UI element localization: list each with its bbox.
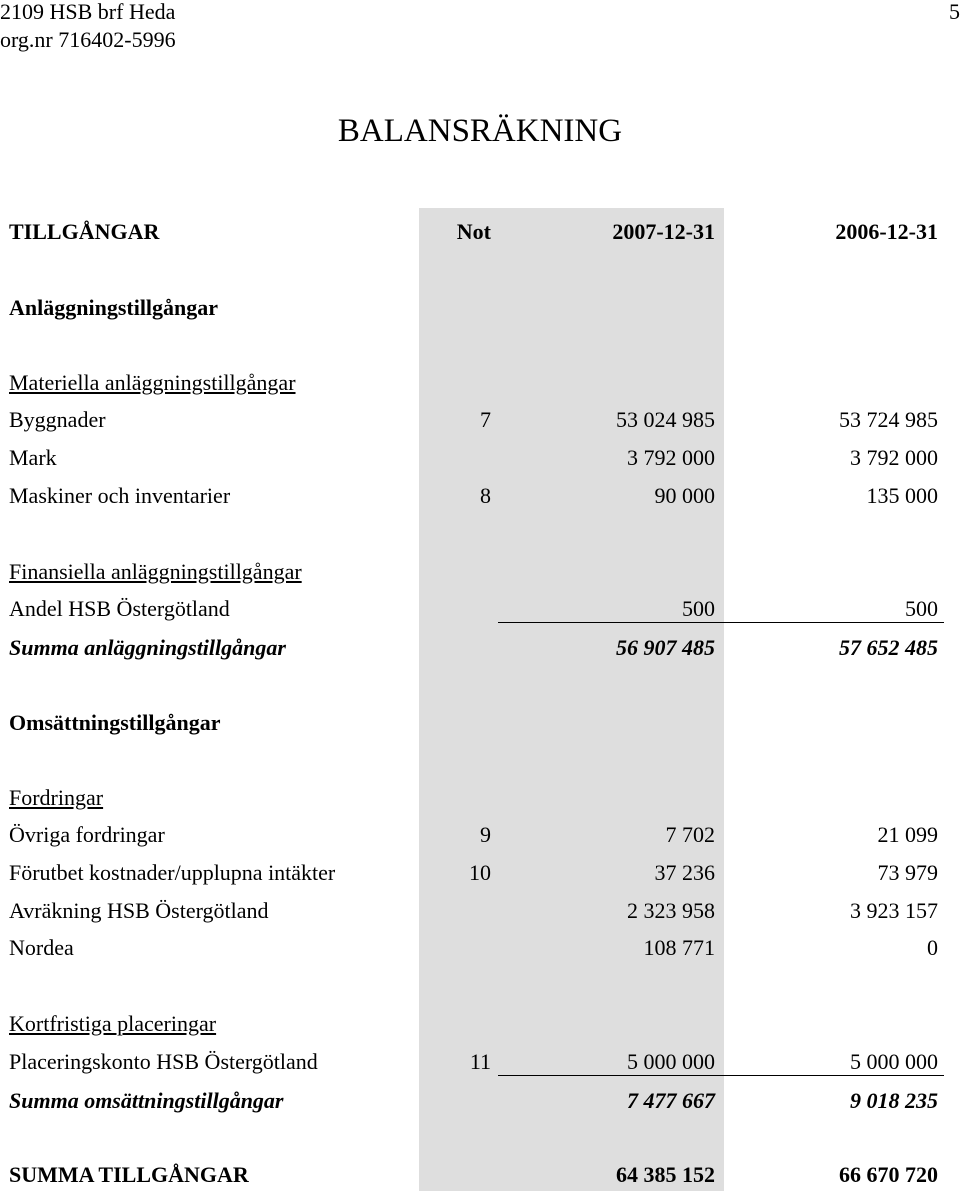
row-label: Avräkning HSB Östergötland (9, 898, 269, 923)
grand-total-row (0, 1160, 960, 1190)
subtotal-rule (498, 1075, 944, 1076)
subgroup-heading: Materiella anläggningstillgångar (9, 370, 296, 395)
note-column-shading (419, 208, 724, 1191)
grand-total-label: SUMMA TILLGÅNGAR (9, 1162, 249, 1187)
year-2007-header: 2007-12-31 (612, 219, 715, 244)
table-row (0, 405, 960, 435)
table-row (0, 481, 960, 511)
row-note: 7 (480, 407, 491, 432)
row-label: Placeringskonto HSB Östergötland (9, 1049, 318, 1074)
subtotal-value-2007: 7 477 667 (627, 1088, 715, 1113)
row-note: 11 (469, 1049, 491, 1074)
row-value-2006: 3 923 157 (850, 898, 938, 923)
subgroup-heading-row (0, 368, 960, 398)
table-row (0, 933, 960, 963)
page-title: BALANSRÄKNING (337, 113, 623, 149)
row-value-2006: 5 000 000 (850, 1049, 938, 1074)
subgroup-heading-row (0, 1009, 960, 1039)
row-value-2006: 21 099 (877, 822, 938, 847)
subtotal-row (0, 633, 960, 663)
section-heading-tillgangar: TILLGÅNGAR (9, 219, 160, 244)
subtotal-value-2006: 57 652 485 (839, 635, 938, 660)
subgroup-heading-row (0, 783, 960, 813)
row-value-2006: 73 979 (877, 860, 938, 885)
table-row (0, 594, 960, 624)
org-number: org.nr 716402-5996 (0, 27, 176, 52)
row-value-2007: 2 323 958 (627, 898, 715, 923)
subtotal-value-2007: 56 907 485 (616, 635, 715, 660)
group-heading-row (0, 293, 960, 323)
subtotal-rule (498, 622, 944, 623)
company-name: 2109 HSB brf Heda (0, 0, 176, 24)
table-row (0, 1047, 960, 1077)
subgroup-heading: Fordringar (9, 785, 104, 810)
row-value-2006: 0 (927, 935, 938, 960)
subgroup-heading: Finansiella anläggningstillgångar (9, 559, 302, 584)
column-header-row (0, 217, 960, 247)
table-row (0, 858, 960, 888)
row-label: Maskiner och inventarier (9, 483, 231, 508)
subgroup-heading-row (0, 557, 960, 587)
table-row (0, 896, 960, 926)
row-label: Förutbet kostnader/upplupna intäkter (9, 860, 336, 885)
row-note: 8 (480, 483, 491, 508)
table-row (0, 443, 960, 473)
row-value-2007: 37 236 (654, 860, 715, 885)
subtotal-label: Summa omsättningstillgångar (9, 1088, 284, 1113)
row-label: Byggnader (9, 407, 106, 432)
grand-total-value-2007: 64 385 152 (616, 1162, 715, 1187)
row-value-2006: 500 (905, 596, 938, 621)
row-value-2006: 53 724 985 (839, 407, 938, 432)
row-value-2007: 108 771 (643, 935, 715, 960)
group-heading: Omsättningstillgångar (9, 710, 221, 735)
row-label: Övriga fordringar (9, 822, 165, 847)
row-value-2006: 135 000 (866, 483, 938, 508)
row-note: 9 (480, 822, 491, 847)
table-row (0, 820, 960, 850)
row-label: Nordea (9, 935, 74, 960)
group-heading: Anläggningstillgångar (9, 295, 219, 320)
row-label: Mark (9, 445, 57, 470)
row-value-2007: 5 000 000 (627, 1049, 715, 1074)
row-value-2007: 500 (682, 596, 715, 621)
subgroup-heading: Kortfristiga placeringar (9, 1011, 217, 1036)
row-value-2007: 90 000 (654, 483, 715, 508)
row-value-2007: 53 024 985 (616, 407, 715, 432)
row-label: Andel HSB Östergötland (9, 596, 230, 621)
subtotal-value-2006: 9 018 235 (850, 1088, 938, 1113)
subtotal-label: Summa anläggningstillgångar (9, 635, 286, 660)
page-number: 5 (949, 0, 960, 24)
row-note: 10 (469, 860, 491, 885)
group-heading-row (0, 708, 960, 738)
grand-total-value-2006: 66 670 720 (839, 1162, 938, 1187)
row-value-2007: 7 702 (665, 822, 715, 847)
row-value-2006: 3 792 000 (850, 445, 938, 470)
year-2006-header: 2006-12-31 (835, 219, 938, 244)
row-value-2007: 3 792 000 (627, 445, 715, 470)
note-column-header: Not (456, 219, 491, 244)
subtotal-row (0, 1086, 960, 1116)
